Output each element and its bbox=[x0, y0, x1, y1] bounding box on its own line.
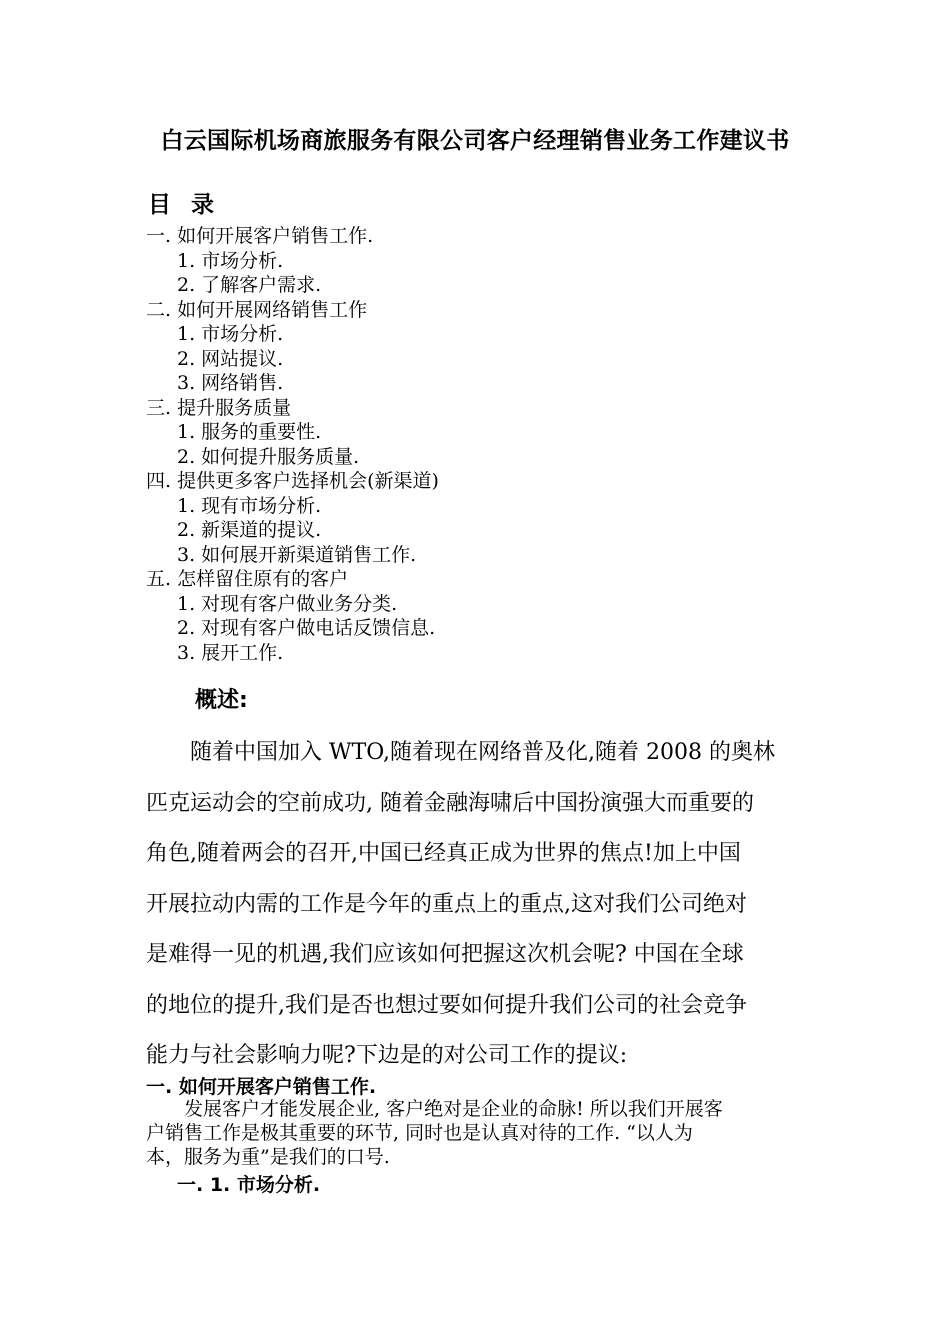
toc-section-title: 五. 怎样留住原有的客户 bbox=[146, 568, 349, 590]
toc-section bbox=[146, 396, 439, 470]
toc-section bbox=[146, 469, 439, 567]
overview-heading: 概述: bbox=[195, 688, 248, 713]
subsection-heading: 一. 1. 市场分析. bbox=[177, 1174, 321, 1196]
toc-item: 1. 现有市场分析. bbox=[177, 494, 322, 517]
toc-item: 3. 如何展开新渠道销售工作. bbox=[177, 543, 417, 566]
paragraph-line: 匹克运动会的空前成功, 随着金融海啸后中国扮演强大而重要的 bbox=[146, 790, 754, 816]
paragraph-line: 角色,随着两会的召开,中国已经真正成为世界的焦点!加上中国 bbox=[146, 841, 741, 866]
toc-section-title: 四. 提供更多客户选择机会(新渠道) bbox=[146, 470, 439, 492]
toc-item: 1. 市场分析. bbox=[177, 323, 284, 345]
paragraph-line: 能力与社会影响力呢?下边是的对公司工作的提议: bbox=[146, 1043, 628, 1068]
toc-item: 2. 网站提议. bbox=[177, 347, 284, 370]
toc-heading: 目 录 bbox=[148, 192, 221, 218]
paragraph-line: 的地位的提升,我们是否也想过要如何提升我们公司的社会竞争 bbox=[146, 992, 747, 1018]
toc-item: 1. 服务的重要性. bbox=[177, 421, 322, 443]
toc-item: 3. 网络销售. bbox=[177, 372, 284, 394]
toc-item: 2. 对现有客户做电话反馈信息. bbox=[177, 617, 436, 639]
paragraph-line: 是难得一见的机遇,我们应该如何把握这次机会呢? 中国在全球 bbox=[146, 942, 744, 967]
toc-item: 2. 如何提升服务质量. bbox=[177, 445, 360, 468]
paragraph-line: 开展拉动内需的工作是今年的重点上的重点,这对我们公司绝对 bbox=[146, 891, 747, 917]
toc-section bbox=[146, 224, 439, 298]
toc-item: 2. 了解客户需求. bbox=[177, 274, 322, 296]
paragraph-line: 发展客户才能发展企业, 客户绝对是企业的命脉! 所以我们开展客 bbox=[146, 1098, 723, 1120]
toc-section bbox=[146, 567, 439, 665]
toc-item: 1. 对现有客户做业务分类. bbox=[177, 592, 398, 615]
toc-section-title: 二. 如何开展网络销售工作 bbox=[146, 298, 368, 321]
table-of-contents bbox=[146, 224, 439, 665]
section-heading: 一. 如何开展客户销售工作. bbox=[146, 1076, 377, 1098]
toc-item: 1. 市场分析. bbox=[177, 249, 284, 272]
paragraph-line: 户销售工作是极其重要的环节, 同时也是认真对待的工作. “以人为 bbox=[146, 1122, 693, 1144]
document-title: 白云国际机场商旅服务有限公司客户经理销售业务工作建议书 bbox=[160, 128, 790, 154]
toc-section-title: 一. 如何开展客户销售工作. bbox=[146, 225, 374, 247]
toc-section bbox=[146, 298, 439, 396]
paragraph-line: 随着中国加入 WTO,随着现在网络普及化,随着 2008 的奥林 bbox=[146, 740, 775, 765]
toc-item: 2. 新渠道的提议. bbox=[177, 519, 322, 541]
overview-paragraph bbox=[146, 728, 810, 1082]
toc-section-title: 三. 提升服务质量 bbox=[146, 396, 292, 419]
paragraph-line: 本，服务为重”是我们的口号. bbox=[146, 1146, 390, 1168]
section-paragraph bbox=[146, 1097, 810, 1169]
toc-item: 3. 展开工作. bbox=[177, 641, 284, 664]
